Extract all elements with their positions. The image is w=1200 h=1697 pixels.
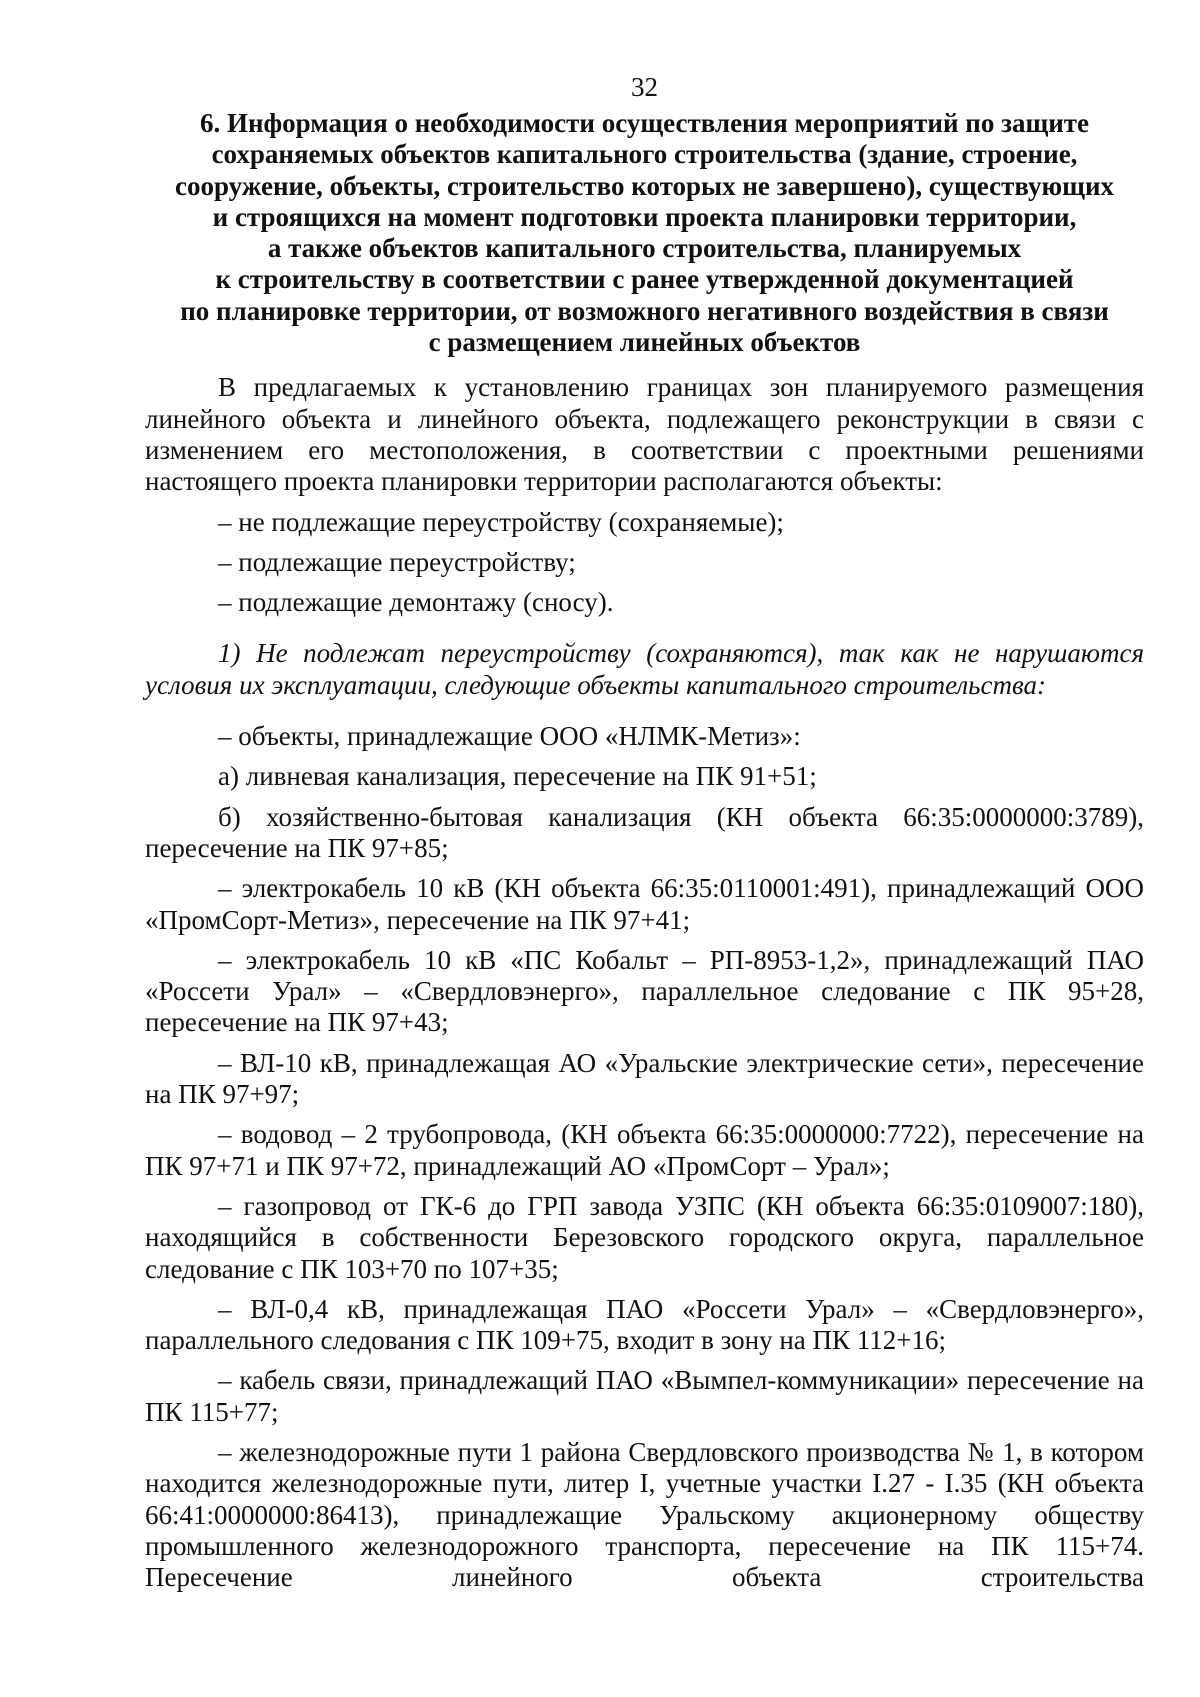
category-item: – подлежащие демонтажу (сносу). <box>218 587 614 618</box>
heading-line: к строительству в соответствии с ранее утвержденной документацией <box>215 264 1074 295</box>
object-list-item: – водовод – 2 трубопровода, (КН объекта 66:35:0000000:7722), пересечение на ПК 97+71 и ПК 97+72, принадлежащий АО «ПромСорт – Урал»; <box>145 1119 1144 1181</box>
page-number: 32 <box>631 72 658 102</box>
object-list-item: – электрокабель 10 кВ (КН объекта 66:35:0110001:491), принадлежащий ООО «ПромСорт-Метиз», пересечение на ПК 97+41; <box>145 873 1144 935</box>
object-list-item: – железнодорожные пути 1 района Свердловского производства № 1, в котором находится железнодорожные пути, литер I, учетные участки I.27 - I.35 (КН объекта 66:41:0000000:86413), принадлежащие Уральскому акционерному обществу промышленного железнодорожного транспорта, пересечение на ПК 115+74. Пересечение линейного объекта строительства <box>145 1436 1144 1593</box>
object-list-item: – ВЛ-10 кВ, принадлежащая АО «Уральские электрические сети», пересечение на ПК 97+97; <box>145 1047 1144 1110</box>
category-item: – не подлежащие переустройству (сохраняемые); <box>218 506 784 537</box>
object-list-item: б) хозяйственно-бытовая канализация (КН объекта 66:35:0000000:3789), пересечение на ПК 97+85; <box>145 801 1144 863</box>
object-list-item: – электрокабель 10 кВ «ПС Кобальт – РП-8953-1,2», принадлежащий ПАО «Россети Урал» – «Свердловэнерго», параллельное следование с ПК 95+28, пересечение на ПК 97+43; <box>145 944 1144 1038</box>
object-list-item: – ВЛ-0,4 кВ, принадлежащая ПАО «Россети Урал» – «Свердловэнерго», параллельного следования с ПК 109+75, входит в зону на ПК 112+16; <box>145 1293 1144 1356</box>
heading-line: 6. Информация о необходимости осуществления мероприятий по защите <box>199 108 1090 138</box>
category-item: – подлежащие переустройству; <box>218 546 576 577</box>
object-list-item: а) ливневая канализация, пересечение на ПК 91+51; <box>218 761 817 792</box>
document-page <box>145 68 1144 1593</box>
intro-paragraph: В предлагаемых к установлению границах зон планируемого размещения линейного объекта и линейного объекта, подлежащего реконструкции в связи с изменением его местоположения, в соответствии с проектными решениями настоящего проекта планировки территории располагаются объекты: <box>145 372 1144 497</box>
object-list-item: – кабель связи, принадлежащий ПАО «Вымпел-коммуникации» пересечение на ПК 115+77; <box>145 1365 1144 1427</box>
heading-line: сооружение, объекты, строительство которых не завершено), существующих <box>174 170 1115 201</box>
heading-line: а также объектов капитального строительства, планируемых <box>267 233 1022 264</box>
heading-line: с размещением линейных объектов <box>428 327 861 358</box>
object-list-item: – объекты, принадлежащие ООО «НЛМК-Метиз»: <box>218 721 801 752</box>
subsection-1-paragraph: 1) Не подлежат переустройству (сохраняются), так как не нарушаются условия их эксплуатации, следующие объекты капитального строительства: <box>145 638 1144 700</box>
heading-line: по планировке территории, от возможного негативного воздействия в связи <box>180 295 1109 326</box>
heading-line: сохраняемых объектов капитального строительства (здание, строение, <box>211 139 1078 170</box>
section-heading <box>145 108 1144 358</box>
object-list-item: – газопровод от ГК-6 до ГРП завода УЗПС (КН объекта 66:35:0109007:180), находящийся в собственности Березовского городского округа, параллельное следование с ПК 103+70 по 107+35; <box>145 1190 1144 1284</box>
heading-line: и строящихся на момент подготовки проекта планировки территории, <box>212 201 1077 232</box>
